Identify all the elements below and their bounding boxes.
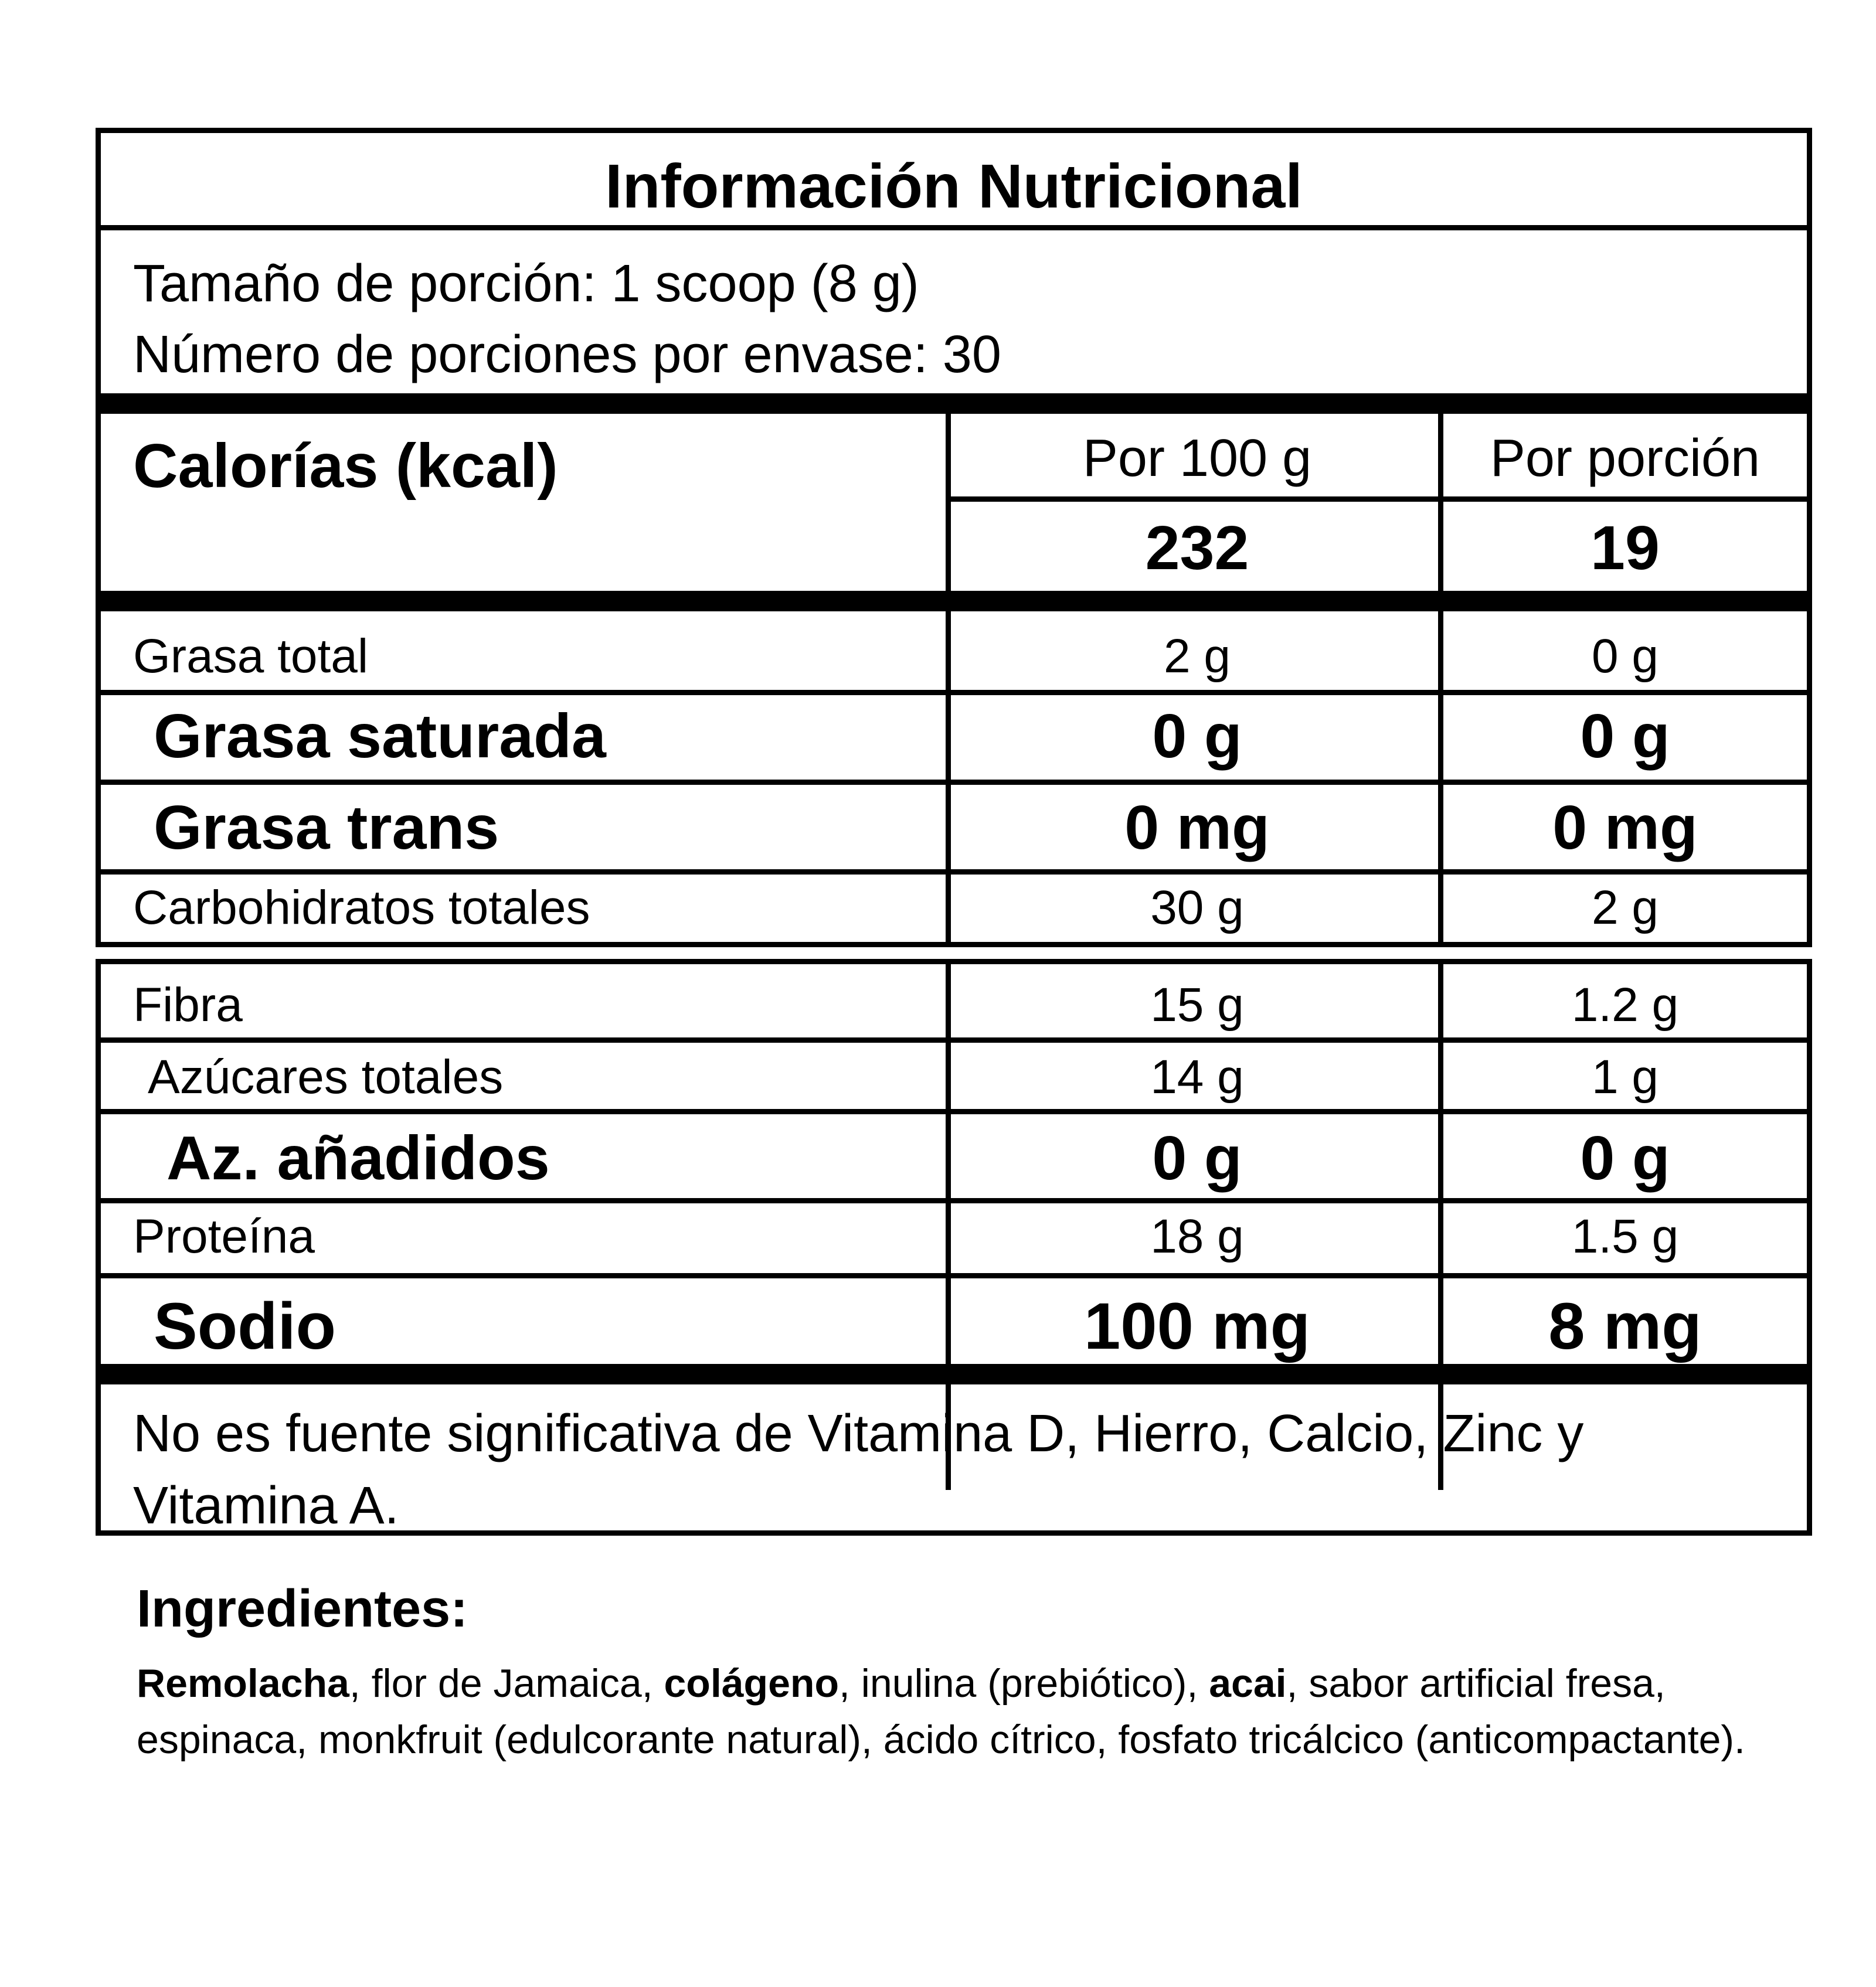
nutrient-per-serving: 1 g xyxy=(1592,1050,1659,1104)
servings-per-container: Número de porciones por envase: 30 xyxy=(133,325,1001,384)
ingredient-highlight: colágeno xyxy=(664,1661,839,1706)
nutrition-facts-label xyxy=(96,128,1812,1536)
nutrient-per-100g: 0 g xyxy=(1152,702,1242,771)
ingredient-text: , flor de Jamaica, xyxy=(349,1661,664,1706)
thick-divider xyxy=(101,1364,1807,1384)
section-gap-bottom-line xyxy=(101,959,1807,964)
nutrient-label: Grasa saturada xyxy=(154,702,606,771)
nutrient-per-100g: 15 g xyxy=(1150,978,1244,1032)
nutrient-label: Az. añadidos xyxy=(166,1124,550,1193)
nutrient-label: Carbohidratos totales xyxy=(133,881,590,934)
nutrient-label: Azúcares totales xyxy=(148,1050,504,1104)
row-divider xyxy=(101,1037,1807,1043)
nutrient-per-100g: 0 g xyxy=(1152,1124,1242,1193)
nutrient-per-serving: 1.2 g xyxy=(1571,978,1679,1032)
ingredient-text: , sabor artificial fresa, espinaca, monkfruit (edulcorante natural), ácido cítrico, fosfato tricálcico (anticompactante). xyxy=(137,1661,1745,1762)
nutrient-per-100g: 2 g xyxy=(1164,630,1231,683)
section-gap-top-line xyxy=(101,942,1807,947)
nutrient-per-100g: 14 g xyxy=(1150,1050,1244,1104)
divider xyxy=(951,496,1807,502)
nutrient-per-serving: 0 g xyxy=(1592,630,1659,683)
nutrient-label: Grasa total xyxy=(133,630,369,683)
row-divider xyxy=(101,780,1807,785)
nutrient-label: Sodio xyxy=(154,1289,337,1363)
nutrient-per-serving: 1.5 g xyxy=(1571,1210,1679,1263)
row-divider xyxy=(101,1273,1807,1278)
label-title: Información Nutricional xyxy=(605,152,1303,221)
nutrient-per-100g: 18 g xyxy=(1150,1210,1244,1263)
nutrient-per-serving: 2 g xyxy=(1592,881,1659,934)
nutrient-label: Proteína xyxy=(133,1210,315,1263)
calories-label: Calorías (kcal) xyxy=(133,431,558,501)
calories-per-100g: 232 xyxy=(1145,513,1249,583)
serving-size: Tamaño de porción: 1 scoop (8 g) xyxy=(133,254,919,313)
divider xyxy=(101,225,1807,230)
thick-divider xyxy=(101,393,1807,414)
nutrient-per-100g: 100 mg xyxy=(1084,1289,1310,1363)
nutrient-per-serving: 8 mg xyxy=(1548,1289,1702,1363)
thick-divider xyxy=(101,591,1807,611)
nutrient-per-serving: 0 mg xyxy=(1552,793,1698,862)
nutrient-label: Fibra xyxy=(133,978,243,1032)
ingredients-title: Ingredientes: xyxy=(137,1580,468,1638)
footnote: No es fuente significativa de Vitamina D, Hierro, Calcio, Zinc y Vitamina A. xyxy=(133,1404,1584,1535)
column-header-per-100g: Por 100 g xyxy=(1082,429,1312,488)
section-gap xyxy=(96,947,1812,959)
row-divider xyxy=(101,690,1807,695)
ingredients-list xyxy=(137,1655,1778,1768)
ingredients-section xyxy=(137,1580,1778,1768)
ingredient-highlight: Remolacha xyxy=(137,1661,349,1706)
column-header-per-serving: Por porción xyxy=(1490,429,1761,488)
row-divider xyxy=(101,1109,1807,1114)
ingredient-text: , inulina (prebiótico), xyxy=(838,1661,1209,1706)
nutrient-per-100g: 0 mg xyxy=(1124,793,1270,862)
row-divider xyxy=(101,1198,1807,1203)
nutrient-per-serving: 0 g xyxy=(1580,1124,1670,1193)
nutrient-per-serving: 0 g xyxy=(1580,702,1670,771)
row-divider xyxy=(101,869,1807,875)
ingredient-highlight: acai xyxy=(1209,1661,1287,1706)
nutrient-label: Grasa trans xyxy=(154,793,499,862)
calories-per-serving: 19 xyxy=(1590,513,1660,583)
nutrient-per-100g: 30 g xyxy=(1150,881,1244,934)
